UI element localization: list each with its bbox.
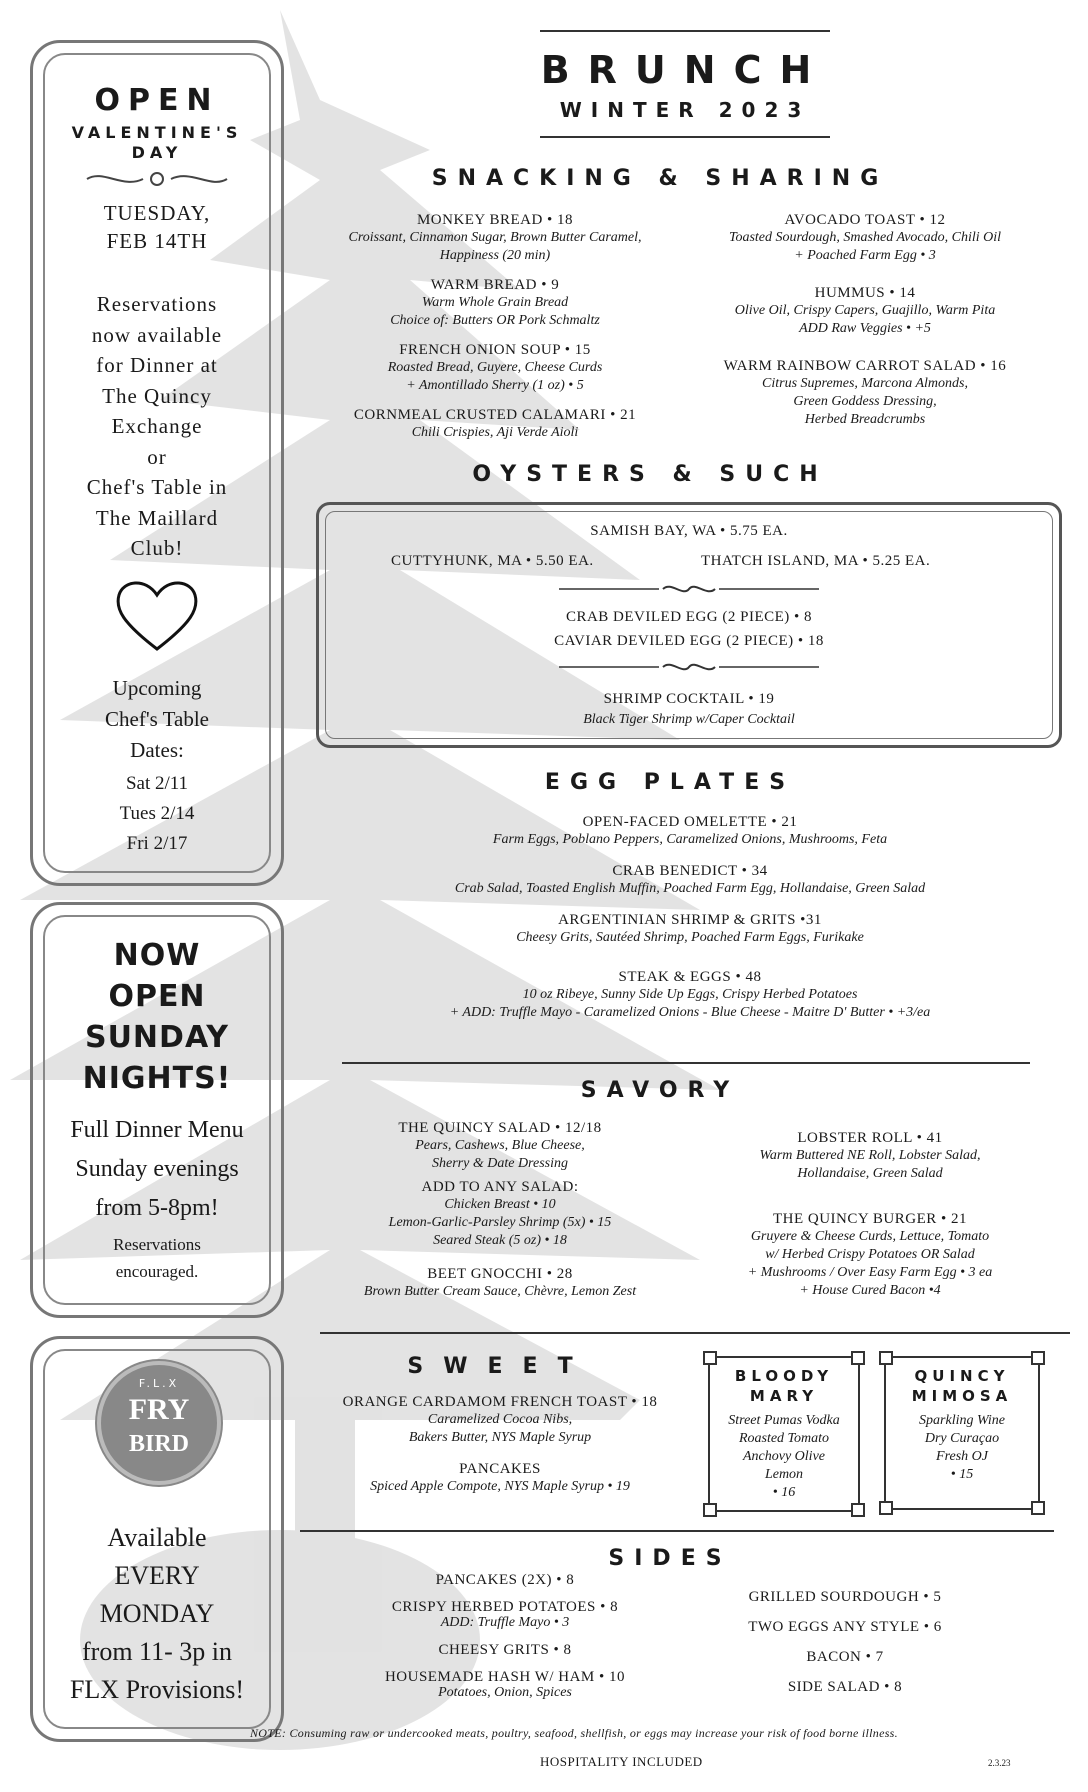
- panel-day-label: DAY: [131, 143, 183, 162]
- menu-item: PANCAKES Spiced Apple Compote, NYS Maple Syrup • 19: [370, 1461, 630, 1494]
- snacking-left-column: [310, 212, 680, 442]
- side-item: CHEESY GRITS • 8: [438, 1642, 572, 1658]
- side-item: TWO EGGS ANY STYLE • 6: [748, 1619, 942, 1635]
- panel-date-line2: FEB 14TH: [106, 229, 208, 253]
- ornament-divider-icon: [559, 659, 819, 675]
- savory-rule: [320, 1332, 1070, 1334]
- savory-left-column: [310, 1120, 690, 1301]
- menu-item: CORNMEAL CRUSTED CALAMARI • 21 Chili Crispies, Aji Verde Aioli: [353, 407, 637, 440]
- frybird-logo: [97, 1361, 221, 1485]
- panel-dates-list: Sat 2/11 Tues 2/14 Fri 2/17: [119, 773, 195, 854]
- shrimp-cocktail: SHRIMP COCKTAIL • 19: [603, 691, 775, 707]
- menu-item: MONKEY BREAD • 18 Croissant, Cinnamon Sugar, Brown Butter Caramel, Happiness (20 min): [348, 212, 642, 263]
- header-bottom-rule: [540, 136, 830, 138]
- bloody-mary-box: [708, 1356, 860, 1512]
- panel-open-label: OPEN: [94, 83, 220, 118]
- sides-right-column: [700, 1582, 990, 1702]
- caviar-deviled-egg: CAVIAR DEVILED EGG (2 PIECE) • 18: [554, 633, 824, 649]
- side-item: PANCAKES (2X) • 8: [435, 1572, 575, 1588]
- menu-version: 2.3.23: [988, 1758, 1011, 1768]
- menu-item: THE QUINCY BURGER • 21 Gruyere & Cheese Curds, Lettuce, Tomato w/ Herbed Crispy Potatoes OR Salad + Mushrooms / Over Easy Farm Egg • 3 ea + House Cured Bacon •4: [747, 1211, 993, 1298]
- side-item: SIDE SALAD • 8: [787, 1679, 903, 1695]
- frybird-logo-top: F.L.X: [138, 1377, 180, 1390]
- shrimp-cocktail-desc: Black Tiger Shrimp w/Caper Cocktail: [583, 712, 795, 727]
- menu-item: THE QUINCY SALAD • 12/18 Pears, Cashews, Blue Cheese, Sherry & Date Dressing: [398, 1120, 602, 1171]
- ornament-divider-icon: [559, 581, 819, 597]
- menu-item: STEAK & EGGS • 48 10 oz Ribeye, Sunny Side Up Eggs, Crispy Herbed Potatoes + ADD: Truffle Mayo - Caramelized Onions - Blue Cheese - Maitre D' Butter • +3/ea: [449, 969, 931, 1020]
- menu-item: ADD TO ANY SALAD: Chicken Breast • 10 Lemon-Garlic-Parsley Shrimp (5x) • 15 Seared Steak (5 oz) • 18: [388, 1179, 612, 1248]
- sunday-headline: NOW OPEN SUNDAY NIGHTS!: [82, 938, 232, 1096]
- sweet-heading: SWEET: [407, 1354, 593, 1379]
- menu-item: OPEN-FACED OMELETTE • 21 Farm Eggs, Poblano Peppers, Caramelized Onions, Mushrooms, Feta: [492, 814, 888, 847]
- sunday-nights-panel: [30, 902, 284, 1318]
- panel-reservation-text: Reservations now available for Dinner at The Quincy Exchange or Chef's Table in The Maillard Club!: [86, 292, 228, 560]
- menu-item: WARM RAINBOW CARROT SALAD • 16 Citrus Supremes, Marcona Almonds, Green Goddess Dressing, Herbed Breadcrumbs: [723, 358, 1007, 427]
- footer-note: NOTE: Consuming raw or undercooked meats, poultry, seafood, shellfish, or eggs may increase your risk of food borne illness.: [250, 1726, 898, 1740]
- sides-left-column: [340, 1572, 670, 1702]
- menu-item: WARM BREAD • 9 Warm Whole Grain Bread Choice of: Butters OR Pork Schmaltz: [390, 277, 600, 328]
- egg-plates-list: [330, 814, 1050, 1022]
- quincy-mimosa-box: [884, 1356, 1040, 1510]
- heart-icon: [113, 575, 201, 655]
- header-top-rule: [540, 30, 830, 32]
- crab-deviled-egg: CRAB DEVILED EGG (2 PIECE) • 8: [565, 609, 813, 625]
- snacking-heading: SNACKING & SHARING: [431, 166, 889, 191]
- drink-desc: Street Pumas Vodka Roasted Tomato Anchovy Olive Lemon • 16: [728, 1413, 840, 1500]
- menu-item: FRENCH ONION SOUP • 15 Roasted Bread, Guyere, Cheese Curds + Amontillado Sherry (1 oz) • 5: [387, 342, 603, 393]
- savory-heading: SAVORY: [580, 1078, 740, 1103]
- menu-item: AVOCADO TOAST • 12 Toasted Sourdough, Smashed Avocado, Chili Oil + Poached Farm Egg • 3: [728, 212, 1002, 263]
- menu-title: BRUNCH: [540, 48, 830, 92]
- sides-heading: SIDES: [608, 1546, 732, 1571]
- menu-item: CRAB BENEDICT • 34 Crab Salad, Toasted English Muffin, Poached Farm Egg, Hollandaise, Green Salad: [454, 863, 926, 896]
- oyster-samish: SAMISH BAY, WA • 5.75 EA.: [590, 523, 788, 539]
- hospitality-included: HOSPITALITY INCLUDED: [540, 1754, 703, 1769]
- frybird-logo-fry: FRY: [128, 1393, 190, 1426]
- side-item: HOUSEMADE HASH W/ HAM • 10 Potatoes, Onion, Spices: [384, 1669, 626, 1700]
- menu-item: ORANGE CARDAMOM FRENCH TOAST • 18 Caramelized Cocoa Nibs, Bakers Butter, NYS Maple Syrup: [342, 1394, 658, 1445]
- drink-title: BLOODY MARY: [734, 1367, 834, 1405]
- sunday-note: Reservations encouraged.: [113, 1235, 201, 1281]
- side-item: GRILLED SOURDOUGH • 5: [748, 1589, 942, 1605]
- oyster-cuttyhunk: CUTTYHUNK, MA • 5.50 EA.: [391, 553, 594, 569]
- drink-title: QUINCY MIMOSA: [911, 1367, 1013, 1405]
- frybird-logo-bird: BIRD: [128, 1431, 189, 1457]
- panel-date-line1: TUESDAY,: [103, 201, 211, 225]
- oysters-box: [316, 502, 1062, 748]
- valentines-panel: [30, 40, 284, 886]
- panel-valentines-label: VALENTINE'S: [71, 123, 243, 142]
- frybird-body: Available EVERY MONDAY from 11- 3p in FLX Provisions!: [69, 1523, 245, 1704]
- sweet-list: [300, 1394, 700, 1496]
- menu-item: BEET GNOCCHI • 28 Brown Butter Cream Sauce, Chèvre, Lemon Zest: [363, 1266, 637, 1299]
- side-item: BACON • 7: [806, 1649, 884, 1665]
- drink-desc: Sparkling Wine Dry Curaçao Fresh OJ • 15: [919, 1413, 1005, 1482]
- snacking-right-column: [680, 212, 1050, 429]
- side-item: CRISPY HERBED POTATOES • 8 ADD: Truffle Mayo • 3: [391, 1599, 619, 1630]
- savory-right-column: [690, 1130, 1050, 1300]
- frybird-panel: [30, 1336, 284, 1742]
- egg-plates-heading: EGG PLATES: [544, 770, 796, 795]
- sweet-rule: [300, 1530, 1054, 1532]
- menu-subtitle: WINTER 2023: [559, 98, 811, 122]
- oysters-heading: OYSTERS & SUCH: [472, 462, 828, 487]
- menu-item: LOBSTER ROLL • 41 Warm Buttered NE Roll, Lobster Salad, Hollandaise, Green Salad: [759, 1130, 981, 1181]
- egg-plates-rule: [342, 1062, 1030, 1064]
- sunday-body: Full Dinner Menu Sunday evenings from 5-8pm!: [70, 1117, 244, 1221]
- ornament-flourish-icon: [83, 167, 231, 191]
- panel-upcoming-text: Upcoming Chef's Table Dates:: [105, 676, 209, 762]
- menu-item: HUMMUS • 14 Olive Oil, Crispy Capers, Guajillo, Warm Pita ADD Raw Veggies • +5: [734, 285, 996, 336]
- oyster-thatch: THATCH ISLAND, MA • 5.25 EA.: [701, 553, 931, 569]
- menu-item: ARGENTINIAN SHRIMP & GRITS •31 Cheesy Grits, Sautéed Shrimp, Poached Farm Eggs, Furikake: [516, 912, 864, 945]
